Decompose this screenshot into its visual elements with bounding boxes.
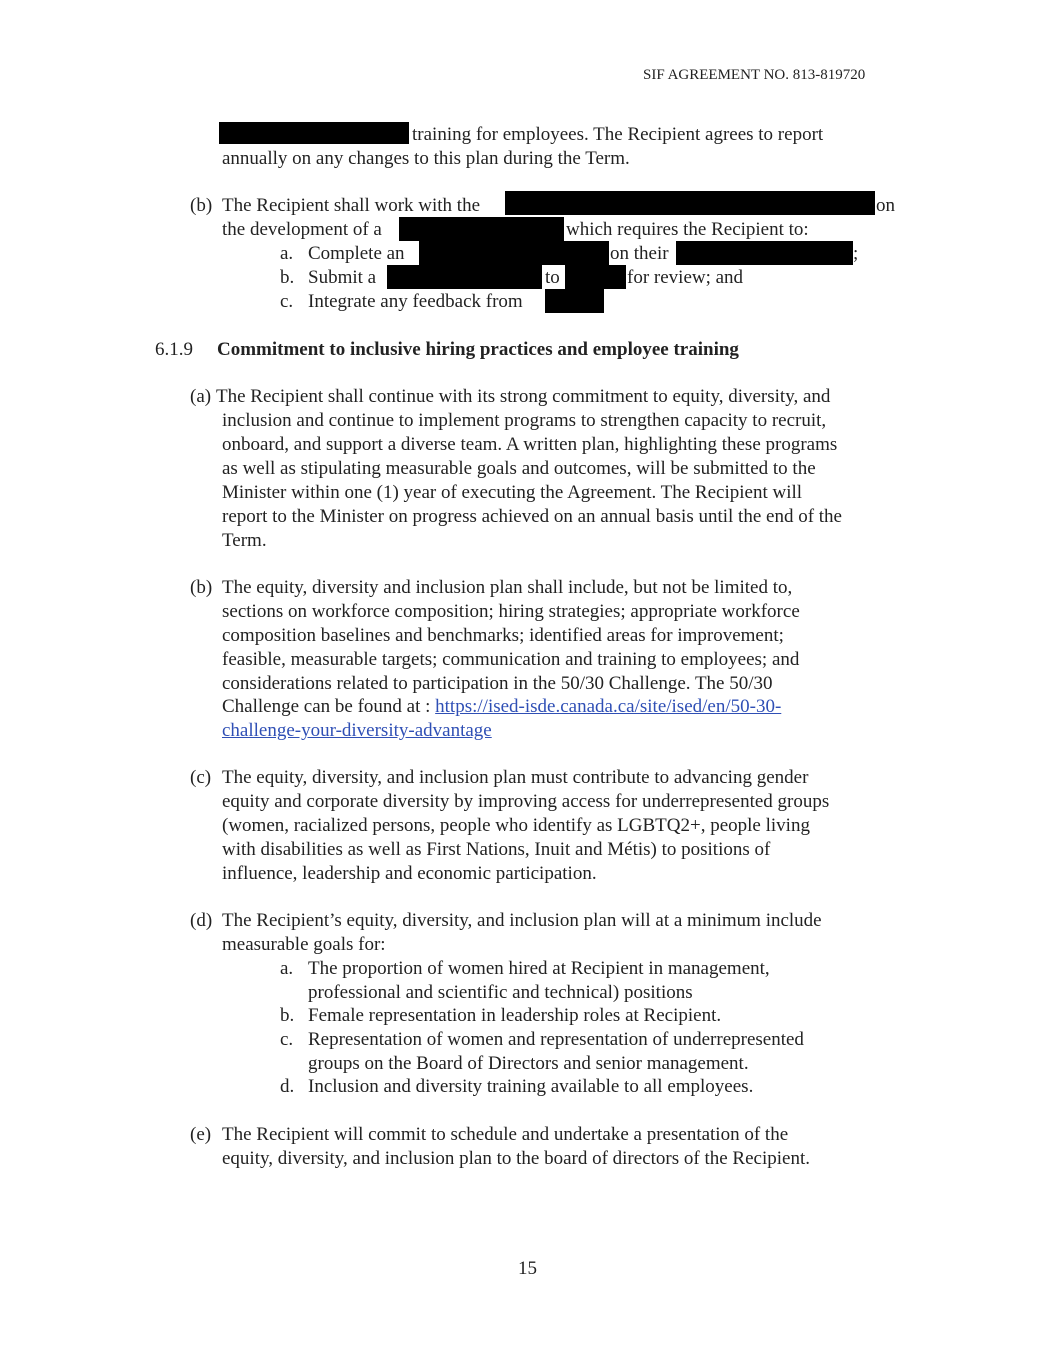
prev-b-line1-end: on: [876, 195, 895, 216]
para-c-line: influence, leadership and economic participation.: [222, 863, 597, 884]
para-a-line: as well as stipulating measurable goals and outcomes, will be submitted to the: [222, 458, 816, 479]
prev-b-item-text: Submit a: [308, 267, 377, 288]
prev-b-item-text: on their: [610, 243, 669, 264]
para-e-label: (e): [190, 1124, 212, 1145]
para-a-line: Minister within one (1) year of executing the Agreement. The Recipient will: [222, 482, 803, 503]
para-c-line: (women, racialized persons, people who identify as LGBTQ2+, people living: [222, 815, 810, 836]
para-c-line: The equity, diversity, and inclusion plan must contribute to advancing gender: [222, 767, 809, 788]
prev-b-item-marker: a.: [280, 243, 294, 264]
redaction-box: [399, 217, 564, 241]
para-a-label: (a): [190, 386, 212, 407]
section-title: Commitment to inclusive hiring practices and employee training: [217, 339, 739, 360]
para-d-item-text: Inclusion and diversity training available to all employees.: [308, 1076, 754, 1097]
para-c-line: with disabilities as well as First Nations, Inuit and Métis) to positions of: [222, 839, 771, 860]
para-a-line: onboard, and support a diverse team. A written plan, highlighting these programs: [222, 434, 838, 455]
prev-b-item-text: Complete an: [308, 243, 405, 264]
prev-b-item-text: to: [545, 267, 560, 288]
prev-b-item-marker: b.: [280, 267, 295, 288]
para-b-line: considerations related to participation in the 50/30 Challenge. The 50/30: [222, 673, 773, 694]
para-b-line: [222, 695, 781, 719]
para-d-item-text: groups on the Board of Directors and senior management.: [308, 1053, 749, 1074]
para-a-line: Term.: [222, 530, 267, 551]
para-b-line: The equity, diversity and inclusion plan shall include, but not be limited to,: [222, 577, 793, 598]
para-d-item-marker: b.: [280, 1005, 295, 1026]
para-e-line: equity, diversity, and inclusion plan to the board of directors of the Recipient.: [222, 1148, 810, 1169]
para-a-line: The Recipient shall continue with its strong commitment to equity, diversity, and: [216, 386, 831, 407]
para-d-label: (d): [190, 910, 213, 931]
para-d-line: measurable goals for:: [222, 934, 386, 955]
para-d-item-text: The proportion of women hired at Recipient in management,: [308, 958, 770, 979]
para-d-line: The Recipient’s equity, diversity, and inclusion plan will at a minimum include: [222, 910, 822, 931]
para-d-item-text: professional and scientific and technical) positions: [308, 982, 693, 1003]
section-number: 6.1.9: [155, 339, 193, 360]
prev-b-item-text: for review; and: [627, 267, 744, 288]
redaction-box: [505, 191, 875, 215]
para-b-line: sections on workforce composition; hiring strategies; appropriate workforce: [222, 601, 800, 622]
prev-b-line1: The Recipient shall work with the: [222, 195, 481, 216]
redaction-box: [219, 122, 409, 144]
para-c-label: (c): [190, 767, 212, 788]
carryover-line-1: training for employees. The Recipient agrees to report: [412, 124, 824, 145]
prev-b-line2: the development of a: [222, 219, 382, 240]
para-a-line: report to the Minister on progress achieved on an annual basis until the end of the: [222, 506, 842, 527]
redaction-box: [676, 241, 853, 265]
para-d-item-text: Female representation in leadership roles at Recipient.: [308, 1005, 722, 1026]
agreement-number: SIF AGREEMENT NO. 813-819720: [643, 67, 866, 83]
para-b-found-at: Challenge can be found at :: [222, 696, 436, 717]
prev-b-line2-end: which requires the Recipient to:: [566, 219, 809, 240]
prev-b-item-marker: c.: [280, 291, 294, 312]
prev-b-item-text: Integrate any feedback from: [308, 291, 523, 312]
prev-b-label: (b): [190, 195, 213, 216]
prev-b-item-text: ;: [853, 243, 859, 264]
redaction-box: [387, 265, 542, 289]
para-b-line: composition baselines and benchmarks; identified areas for improvement;: [222, 625, 784, 646]
page-number: 15: [518, 1258, 537, 1279]
redaction-box: [419, 241, 609, 265]
para-b-line: [222, 719, 492, 743]
para-a-line: inclusion and continue to implement programs to strengthen capacity to recruit,: [222, 410, 827, 431]
para-d-item-marker: a.: [280, 958, 294, 979]
para-e-line: The Recipient will commit to schedule and undertake a presentation of the: [222, 1124, 789, 1145]
para-c-line: equity and corporate diversity by improving access for underrepresented groups: [222, 791, 830, 812]
challenge-link[interactable]: https://ised-isde.canada.ca/site/ised/en/50-30-: [435, 696, 782, 717]
para-d-item-text: Representation of women and representation of underrepresented: [308, 1029, 804, 1050]
redaction-box: [545, 289, 604, 313]
carryover-line-2: annually on any changes to this plan during the Term.: [222, 148, 630, 169]
redaction-box: [565, 265, 626, 289]
para-d-item-marker: d.: [280, 1076, 295, 1097]
para-b-line: feasible, measurable targets; communication and training to employees; and: [222, 649, 800, 670]
para-b-label: (b): [190, 577, 213, 598]
para-d-item-marker: c.: [280, 1029, 294, 1050]
challenge-link-continued[interactable]: challenge-your-diversity-advantage: [222, 720, 492, 741]
